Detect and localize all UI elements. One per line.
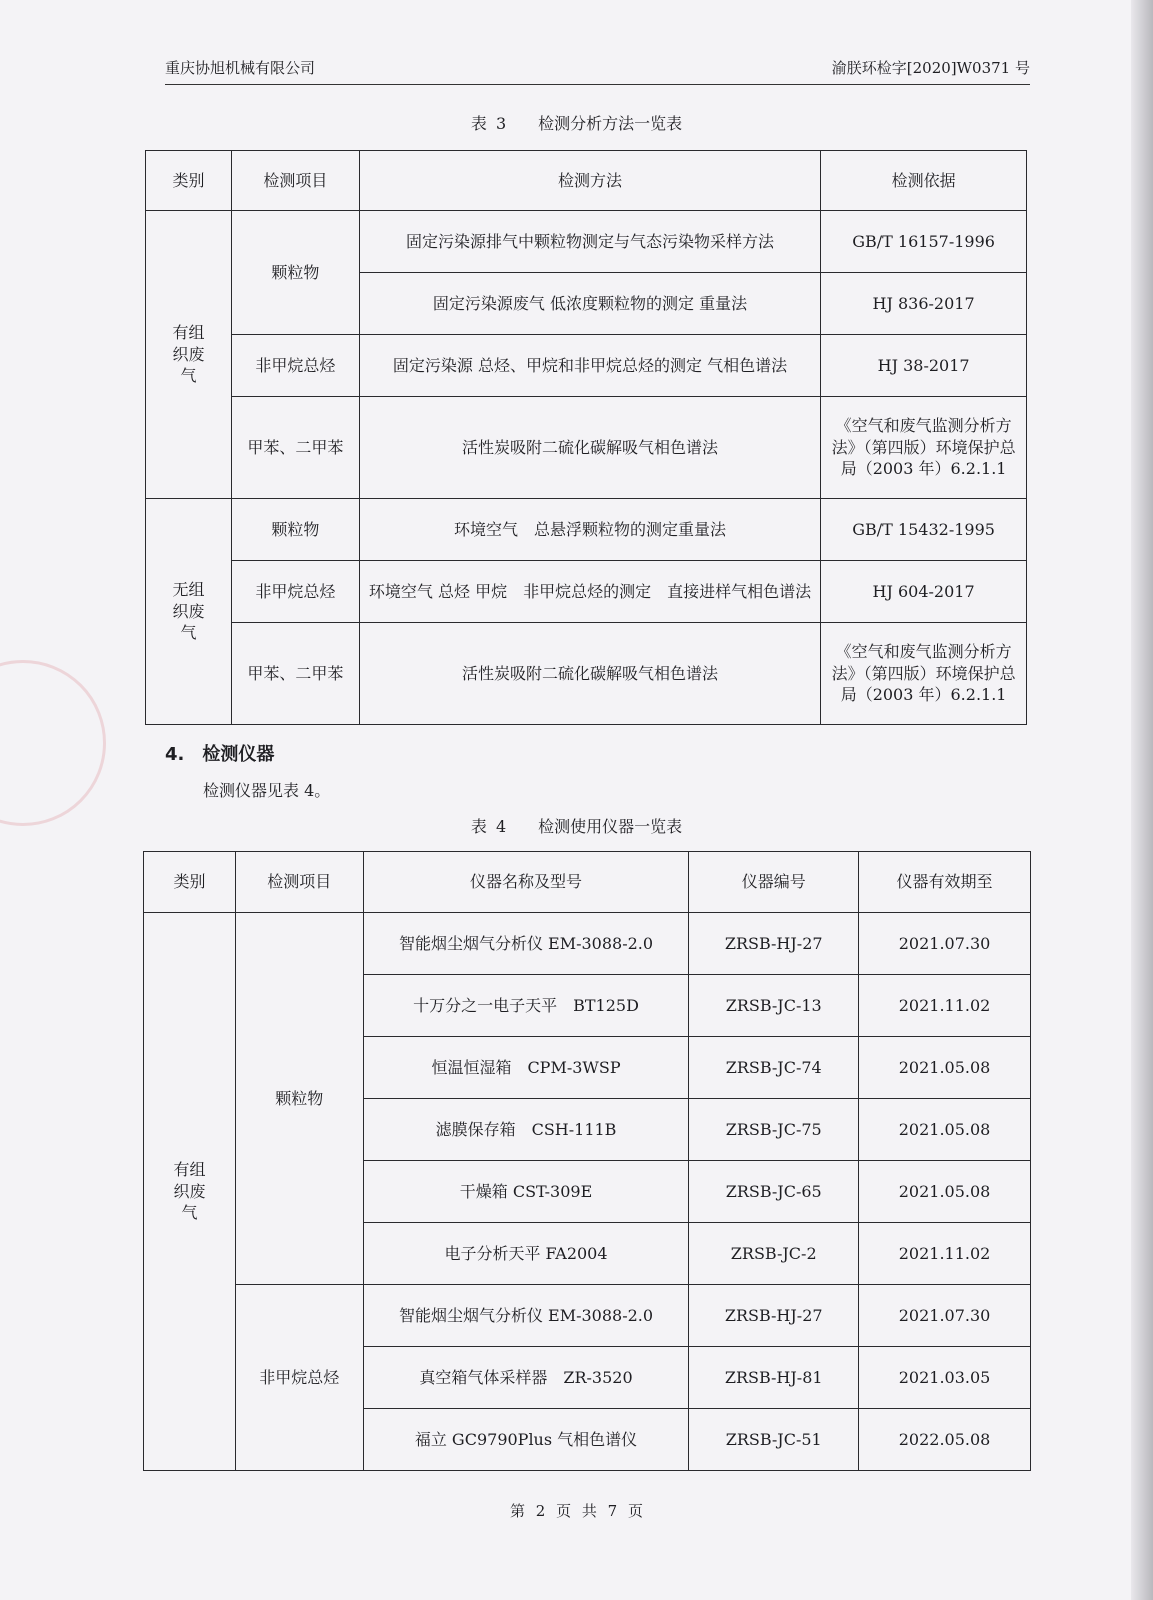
basis-cell: GB/T 16157-1996 [821, 211, 1027, 273]
basis-cell: HJ 38-2017 [821, 335, 1027, 397]
table-row [146, 335, 1027, 397]
report-number: 渝朕环检字[2020]W0371 号 [831, 59, 1030, 77]
item-cell: 非甲烷总烃 [231, 561, 359, 623]
table-row [146, 561, 1027, 623]
valid-until: 2021.07.30 [859, 1285, 1031, 1347]
instrument-number: ZRSB-HJ-27 [689, 1285, 859, 1347]
col-header: 仪器编号 [689, 852, 859, 913]
item-cell: 甲苯、二甲苯 [231, 623, 359, 725]
col-header: 仪器名称及型号 [363, 852, 689, 913]
table3-caption: 表 3 检测分析方法一览表 [470, 114, 683, 133]
col-header: 检测方法 [359, 151, 820, 211]
method-cell: 活性炭吸附二硫化碳解吸气相色谱法 [359, 397, 820, 499]
instrument-name: 电子分析天平 FA2004 [363, 1223, 689, 1285]
section-intro: 检测仪器见表 4。 [203, 781, 331, 800]
section-heading: 4. 检测仪器 [165, 744, 275, 765]
table-header-row [144, 852, 1031, 913]
category-label: 无组织废气 [172, 580, 205, 643]
instrument-number: ZRSB-JC-13 [689, 975, 859, 1037]
instrument-name: 干燥箱 CST-309E [363, 1161, 689, 1223]
method-cell: 固定污染源 总烃、甲烷和非甲烷总烃的测定 气相色谱法 [359, 335, 820, 397]
item-cell: 颗粒物 [231, 211, 359, 335]
basis-cell: 《空气和废气监测分析方法》（第四版）环境保护总局（2003 年）6.2.1.1 [821, 397, 1027, 499]
category-label: 有组织废气 [173, 1160, 206, 1223]
col-header: 类别 [144, 852, 236, 913]
col-header: 类别 [146, 151, 232, 211]
table4-caption: 表 4 检测使用仪器一览表 [470, 817, 683, 836]
instrument-number: ZRSB-JC-75 [689, 1099, 859, 1161]
item-cell: 甲苯、二甲苯 [231, 397, 359, 499]
instrument-name: 智能烟尘烟气分析仪 EM-3088-2.0 [363, 1285, 689, 1347]
item-cell: 非甲烷总烃 [235, 1285, 363, 1471]
item-cell: 颗粒物 [235, 913, 363, 1285]
valid-until: 2021.05.08 [859, 1099, 1031, 1161]
instrument-number: ZRSB-JC-74 [689, 1037, 859, 1099]
method-cell: 固定污染源排气中颗粒物测定与气态污染物采样方法 [359, 211, 820, 273]
col-header: 检测依据 [821, 151, 1027, 211]
method-cell: 固定污染源废气 低浓度颗粒物的测定 重量法 [359, 273, 820, 335]
category-label: 有组织废气 [172, 323, 205, 386]
company-name: 重庆协旭机械有限公司 [165, 59, 316, 77]
col-header: 仪器有效期至 [859, 852, 1031, 913]
table-row [146, 623, 1027, 725]
basis-cell: 《空气和废气监测分析方法》（第四版）环境保护总局（2003 年）6.2.1.1 [821, 623, 1027, 725]
table-row [146, 499, 1027, 561]
valid-until: 2022.05.08 [859, 1409, 1031, 1471]
col-header: 检测项目 [235, 852, 363, 913]
instrument-number: ZRSB-HJ-27 [689, 913, 859, 975]
instrument-table [143, 851, 1031, 1471]
method-cell: 环境空气 总悬浮颗粒物的测定重量法 [359, 499, 820, 561]
basis-cell: HJ 604-2017 [821, 561, 1027, 623]
table-row [144, 1285, 1031, 1347]
category-cell [146, 211, 232, 499]
instrument-name: 恒温恒湿箱 CPM-3WSP [363, 1037, 689, 1099]
valid-until: 2021.03.05 [859, 1347, 1031, 1409]
method-cell: 环境空气 总烃 甲烷 非甲烷总烃的测定 直接进样气相色谱法 [359, 561, 820, 623]
item-cell: 非甲烷总烃 [231, 335, 359, 397]
valid-until: 2021.05.08 [859, 1161, 1031, 1223]
instrument-number: ZRSB-JC-2 [689, 1223, 859, 1285]
item-cell: 颗粒物 [231, 499, 359, 561]
table-header-row [146, 151, 1027, 211]
red-seal-stamp [0, 660, 106, 826]
page-header [165, 56, 1030, 85]
instrument-name: 智能烟尘烟气分析仪 EM-3088-2.0 [363, 913, 689, 975]
instrument-name: 福立 GC9790Plus 气相色谱仪 [363, 1409, 689, 1471]
instrument-name: 真空箱气体采样器 ZR-3520 [363, 1347, 689, 1409]
instrument-name: 十万分之一电子天平 BT125D [363, 975, 689, 1037]
instrument-number: ZRSB-HJ-81 [689, 1347, 859, 1409]
table-row [144, 913, 1031, 975]
category-cell [144, 913, 236, 1471]
valid-until: 2021.11.02 [859, 1223, 1031, 1285]
instrument-name: 滤膜保存箱 CSH-111B [363, 1099, 689, 1161]
valid-until: 2021.07.30 [859, 913, 1031, 975]
basis-cell: GB/T 15432-1995 [821, 499, 1027, 561]
instrument-number: ZRSB-JC-51 [689, 1409, 859, 1471]
method-cell: 活性炭吸附二硫化碳解吸气相色谱法 [359, 623, 820, 725]
page-edge-shadow [1131, 0, 1153, 1600]
valid-until: 2021.05.08 [859, 1037, 1031, 1099]
table-row [146, 211, 1027, 273]
category-cell [146, 499, 232, 725]
page-number: 第 2 页 共 7 页 [510, 1502, 643, 1520]
valid-until: 2021.11.02 [859, 975, 1031, 1037]
basis-cell: HJ 836-2017 [821, 273, 1027, 335]
col-header: 检测项目 [231, 151, 359, 211]
method-table [145, 150, 1027, 725]
table-row [146, 397, 1027, 499]
instrument-number: ZRSB-JC-65 [689, 1161, 859, 1223]
